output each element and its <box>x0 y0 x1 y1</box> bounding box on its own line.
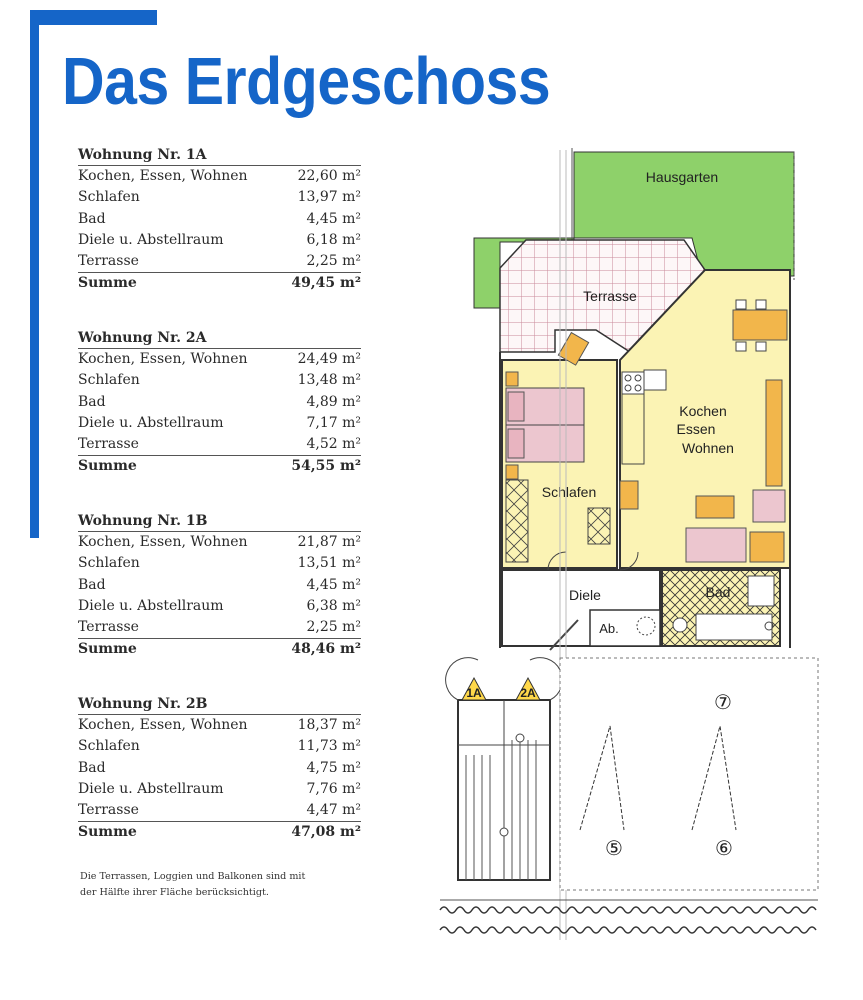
row-value: 4,52 m² <box>306 436 361 453</box>
table-row <box>78 209 361 230</box>
table-row <box>78 715 361 736</box>
apartment-table-2b <box>78 695 361 844</box>
row-value: 2,25 m² <box>306 253 361 270</box>
row-label: Diele u. Abstellraum <box>78 780 224 797</box>
row-value: 4,47 m² <box>306 802 361 819</box>
table-row <box>78 779 361 800</box>
row-label: Bad <box>78 393 106 410</box>
row-value: 4,75 m² <box>306 759 361 776</box>
row-value: 7,17 m² <box>306 414 361 431</box>
row-value: 6,18 m² <box>306 231 361 248</box>
row-label: Kochen, Essen, Wohnen <box>78 351 248 367</box>
row-label: Diele u. Abstellraum <box>78 597 224 614</box>
table-row <box>78 758 361 779</box>
row-value: 13,97 m² <box>297 189 361 206</box>
row-value: 4,89 m² <box>306 393 361 410</box>
row-label: Terrasse <box>78 253 139 270</box>
sum-label: Summe <box>78 641 137 658</box>
living-label-3: Wohnen <box>682 440 734 456</box>
parking-space-5: ⑤ <box>605 838 623 860</box>
row-label: Bad <box>78 210 106 227</box>
entrance-2a-label: 2A <box>520 686 536 700</box>
sum-value: 48,46 m² <box>291 641 361 658</box>
apartment-title: Wohnung Nr. 1B <box>78 512 361 532</box>
table-row <box>78 349 361 370</box>
row-label: Diele u. Abstellraum <box>78 414 224 431</box>
row-label: Schlafen <box>78 372 140 389</box>
page-title: Das Erdgeschoss <box>62 44 551 119</box>
row-value: 2,25 m² <box>306 619 361 636</box>
table-row <box>78 617 361 638</box>
sum-label: Summe <box>78 824 137 841</box>
row-label: Terrasse <box>78 619 139 636</box>
sum-row <box>78 455 361 477</box>
table-row <box>78 575 361 596</box>
table-row <box>78 187 361 208</box>
table-row <box>78 251 361 272</box>
row-label: Bad <box>78 759 106 776</box>
stairwell <box>446 658 563 880</box>
entrance-1a-label: 1A <box>466 686 482 700</box>
table-row <box>78 596 361 617</box>
row-value: 21,87 m² <box>297 534 361 550</box>
table-row <box>78 392 361 413</box>
floor-plan <box>430 140 820 960</box>
sum-label: Summe <box>78 458 137 475</box>
row-label: Kochen, Essen, Wohnen <box>78 168 248 184</box>
sum-row <box>78 821 361 843</box>
row-label: Terrasse <box>78 802 139 819</box>
sum-row <box>78 638 361 660</box>
row-label: Diele u. Abstellraum <box>78 231 224 248</box>
row-value: 11,73 m² <box>297 738 361 755</box>
apartment-table-1a <box>78 146 361 295</box>
apartment-table-1b <box>78 512 361 661</box>
table-row <box>78 370 361 391</box>
sum-value: 54,55 m² <box>291 458 361 475</box>
storage-label: Ab. <box>599 621 619 636</box>
table-row <box>78 434 361 455</box>
table-row <box>78 230 361 251</box>
bedroom-label: Schlafen <box>541 484 597 500</box>
sum-value: 47,08 m² <box>291 824 361 841</box>
table-row <box>78 166 361 187</box>
apartment-title: Wohnung Nr. 2A <box>78 329 361 349</box>
row-label: Terrasse <box>78 436 139 453</box>
table-row <box>78 736 361 757</box>
row-value: 13,51 m² <box>297 555 361 572</box>
living-label-2: Essen <box>676 421 716 437</box>
row-label: Kochen, Essen, Wohnen <box>78 534 248 550</box>
row-value: 24,49 m² <box>297 351 361 367</box>
row-value: 13,48 m² <box>297 372 361 389</box>
living-label-1: Kochen <box>679 403 727 419</box>
hall-label: Diele <box>569 587 601 603</box>
row-label: Schlafen <box>78 738 140 755</box>
row-label: Schlafen <box>78 189 140 206</box>
parking-space-6: ⑥ <box>715 838 733 860</box>
table-row <box>78 800 361 821</box>
row-label: Kochen, Essen, Wohnen <box>78 717 248 733</box>
table-row <box>78 553 361 574</box>
table-row <box>78 532 361 553</box>
parking-space-7: ⑦ <box>714 692 732 714</box>
bath-label: Bad <box>705 584 731 600</box>
row-value: 18,37 m² <box>297 717 361 733</box>
bath-area <box>662 570 780 646</box>
apartment-title: Wohnung Nr. 1A <box>78 146 361 166</box>
row-value: 4,45 m² <box>306 576 361 593</box>
row-label: Schlafen <box>78 555 140 572</box>
row-value: 6,38 m² <box>306 597 361 614</box>
accent-bar-top <box>30 10 157 25</box>
row-value: 22,60 m² <box>297 168 361 184</box>
garden-label: Hausgarten <box>645 169 719 185</box>
table-row <box>78 413 361 434</box>
row-value: 7,76 m² <box>306 780 361 797</box>
sum-row <box>78 272 361 294</box>
footnote: Die Terrassen, Loggien und Balkonen sind mit der Hälfte ihrer Fläche berücksichtigt. <box>80 871 306 898</box>
apartment-table-2a <box>78 329 361 478</box>
row-label: Bad <box>78 576 106 593</box>
sum-value: 49,45 m² <box>291 275 361 292</box>
row-value: 4,45 m² <box>306 210 361 227</box>
accent-bar-left <box>30 10 39 538</box>
sum-label: Summe <box>78 275 137 292</box>
apartment-title: Wohnung Nr. 2B <box>78 695 361 715</box>
terrace-label: Terrasse <box>583 288 637 304</box>
